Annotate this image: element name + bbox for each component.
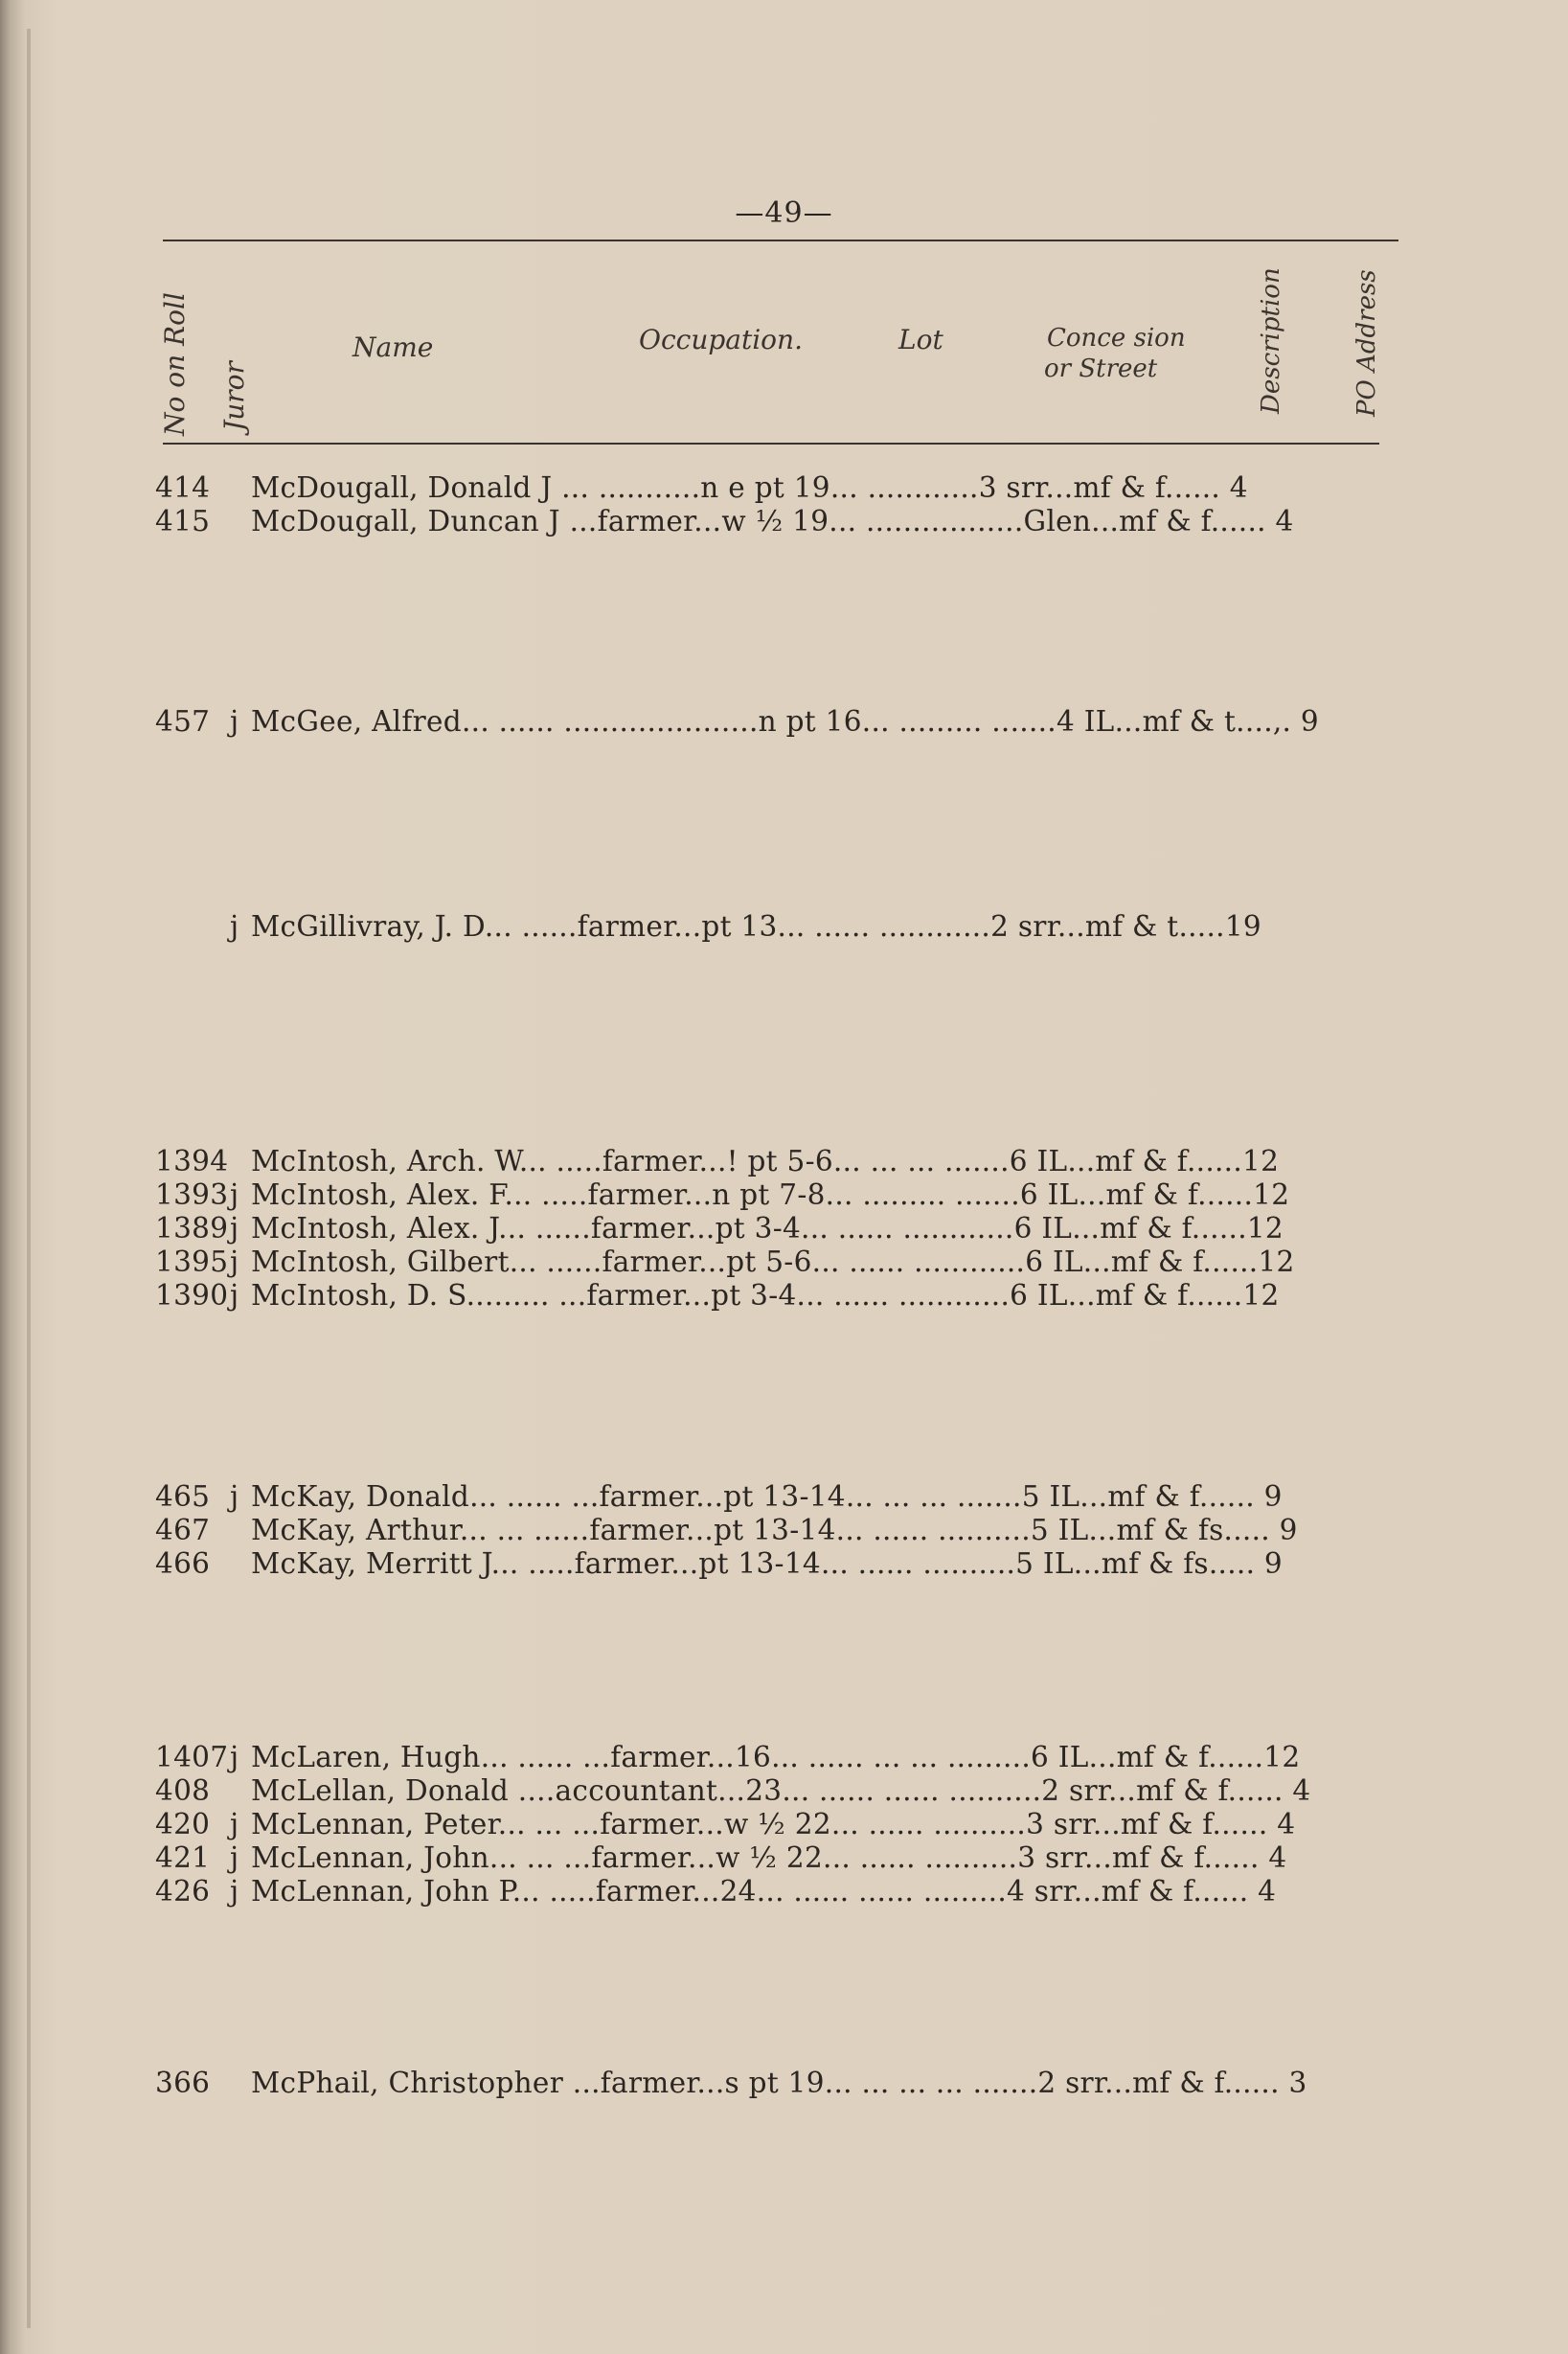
header-no-on-roll: No on Roll: [159, 292, 191, 436]
binding-edge: [27, 29, 31, 2328]
roll-number: 415: [155, 505, 211, 537]
list-item: [155, 505, 1400, 538]
header-name: Name: [352, 331, 434, 363]
juror-mark: j: [230, 1841, 239, 1874]
roll-number: 467: [155, 1514, 211, 1546]
entry-details: McIntosh, Alex. J... ......farmer...pt 3-4... ...... ............6 IL...mf & f......12: [251, 1212, 1284, 1245]
entry-details: McIntosh, Arch. W... .....farmer...! pt 5-6... ... ... .......6 IL...mf & f......12: [251, 1145, 1280, 1177]
entry-details: McLaren, Hugh... ...... ...farmer...16... ...... ... ... .........6 IL...mf & f......12: [251, 1741, 1301, 1773]
roll-number: 465: [155, 1480, 211, 1513]
entry-details: McIntosh, Alex. F... .....farmer...n pt 7-8... ......... .......6 IL...mf & f......12: [251, 1178, 1290, 1211]
roll-number: 421: [155, 1841, 211, 1874]
entry-details: McGillivray, J. D... ......farmer...pt 13... ...... ............2 srr...mf & t.....19: [251, 910, 1261, 943]
juror-mark: j: [230, 1875, 239, 1908]
juror-mark: j: [230, 1741, 239, 1773]
juror-mark: j: [230, 705, 239, 738]
juror-mark: j: [230, 1178, 239, 1211]
list-item: [155, 2067, 1400, 2100]
list-item: [155, 1808, 1400, 1841]
entry-details: McDougall, Donald J ... ...........n e pt 19... ............3 srr...mf & f...... 4: [251, 471, 1248, 504]
roll-number: 1395: [155, 1246, 229, 1278]
roll-number: 1407: [155, 1741, 229, 1773]
entry-details: McGee, Alfred... ...... .....................n pt 16... ......... .......4 IL...mf & t....,. 9: [251, 705, 1319, 738]
entry-details: McLellan, Donald ....accountant...23... ...... ...... ..........2 srr...mf & f...... 4: [251, 1774, 1311, 1807]
roll-number: 366: [155, 2067, 211, 2099]
roll-number: 1389: [155, 1212, 229, 1245]
list-item: [155, 1841, 1400, 1875]
list-item: [155, 1514, 1400, 1547]
header-top-rule: [163, 240, 1398, 241]
entry-details: McPhail, Christopher ...farmer...s pt 19... ... ... ... .......2 srr...mf & f...... 3: [251, 2067, 1307, 2099]
list-item: [155, 1246, 1400, 1279]
entry-details: McLennan, John... ... ...farmer...w ½ 22... ...... ..........3 srr...mf & f...... 4: [251, 1841, 1287, 1874]
list-item: [155, 1145, 1400, 1178]
juror-mark: j: [230, 1279, 239, 1312]
list-item: [155, 1875, 1400, 1908]
list-item: [155, 1279, 1400, 1313]
entry-details: McIntosh, Gilbert... ......farmer...pt 5-6... ...... ............6 IL...mf & f......12: [251, 1246, 1295, 1278]
juror-mark: j: [230, 1480, 239, 1513]
list-item: [155, 1774, 1400, 1808]
juror-mark: j: [230, 1246, 239, 1278]
entry-details: McLennan, Peter... ... ...farmer...w ½ 22... ...... ..........3 srr...mf & f...... 4: [251, 1808, 1296, 1840]
entry-details: McKay, Donald... ...... ...farmer...pt 13-14... ... ... .......5 IL...mf & f...... 9: [251, 1480, 1283, 1513]
list-item: [155, 1480, 1400, 1514]
juror-mark: j: [230, 1808, 239, 1840]
page-number: —49—: [735, 196, 833, 230]
roll-number: 1390: [155, 1279, 229, 1312]
header-bottom-rule: [163, 443, 1379, 445]
roll-number: 420: [155, 1808, 211, 1840]
roll-number: 426: [155, 1875, 211, 1908]
entry-details: McIntosh, D. S......... ...farmer...pt 3-4... ...... ............6 IL...mf & f......12: [251, 1279, 1280, 1312]
list-item: [155, 705, 1400, 739]
entry-details: McLennan, John P... .....farmer...24... ...... ...... .........4 srr...mf & f...... 4: [251, 1875, 1277, 1908]
roll-number: 414: [155, 471, 211, 504]
entry-details: McDougall, Duncan J ...farmer...w ½ 19... .................Glen...mf & f...... 4: [251, 505, 1294, 537]
roll-number: 466: [155, 1547, 211, 1580]
list-item: [155, 1212, 1400, 1246]
list-item: [155, 1741, 1400, 1774]
roll-number: 1394: [155, 1145, 229, 1177]
roll-number: 457: [155, 705, 211, 738]
roll-number: 408: [155, 1774, 211, 1807]
entry-details: McKay, Merritt J... .....farmer...pt 13-14... ...... ..........5 IL...mf & fs..... 9: [251, 1547, 1284, 1580]
list-item: [155, 1178, 1400, 1212]
list-item: [155, 910, 1400, 944]
header-lot: Lot: [898, 324, 943, 355]
roll-number: 1393: [155, 1178, 229, 1211]
header-description: Description: [1257, 267, 1285, 414]
list-item: [155, 471, 1400, 505]
entry-details: McKay, Arthur... ... ......farmer...pt 13-14... ...... ..........5 IL...mf & fs..... 9: [251, 1514, 1298, 1546]
header-juror: Juror: [218, 361, 250, 431]
list-item: [155, 1547, 1400, 1581]
header-or-street: or Street: [1044, 354, 1158, 383]
header-concession: Conce sion: [1047, 324, 1186, 353]
header-occupation: Occupation.: [639, 324, 803, 355]
juror-mark: j: [230, 1212, 239, 1245]
juror-mark: j: [230, 910, 239, 943]
header-po-address: PO Address: [1352, 269, 1381, 417]
